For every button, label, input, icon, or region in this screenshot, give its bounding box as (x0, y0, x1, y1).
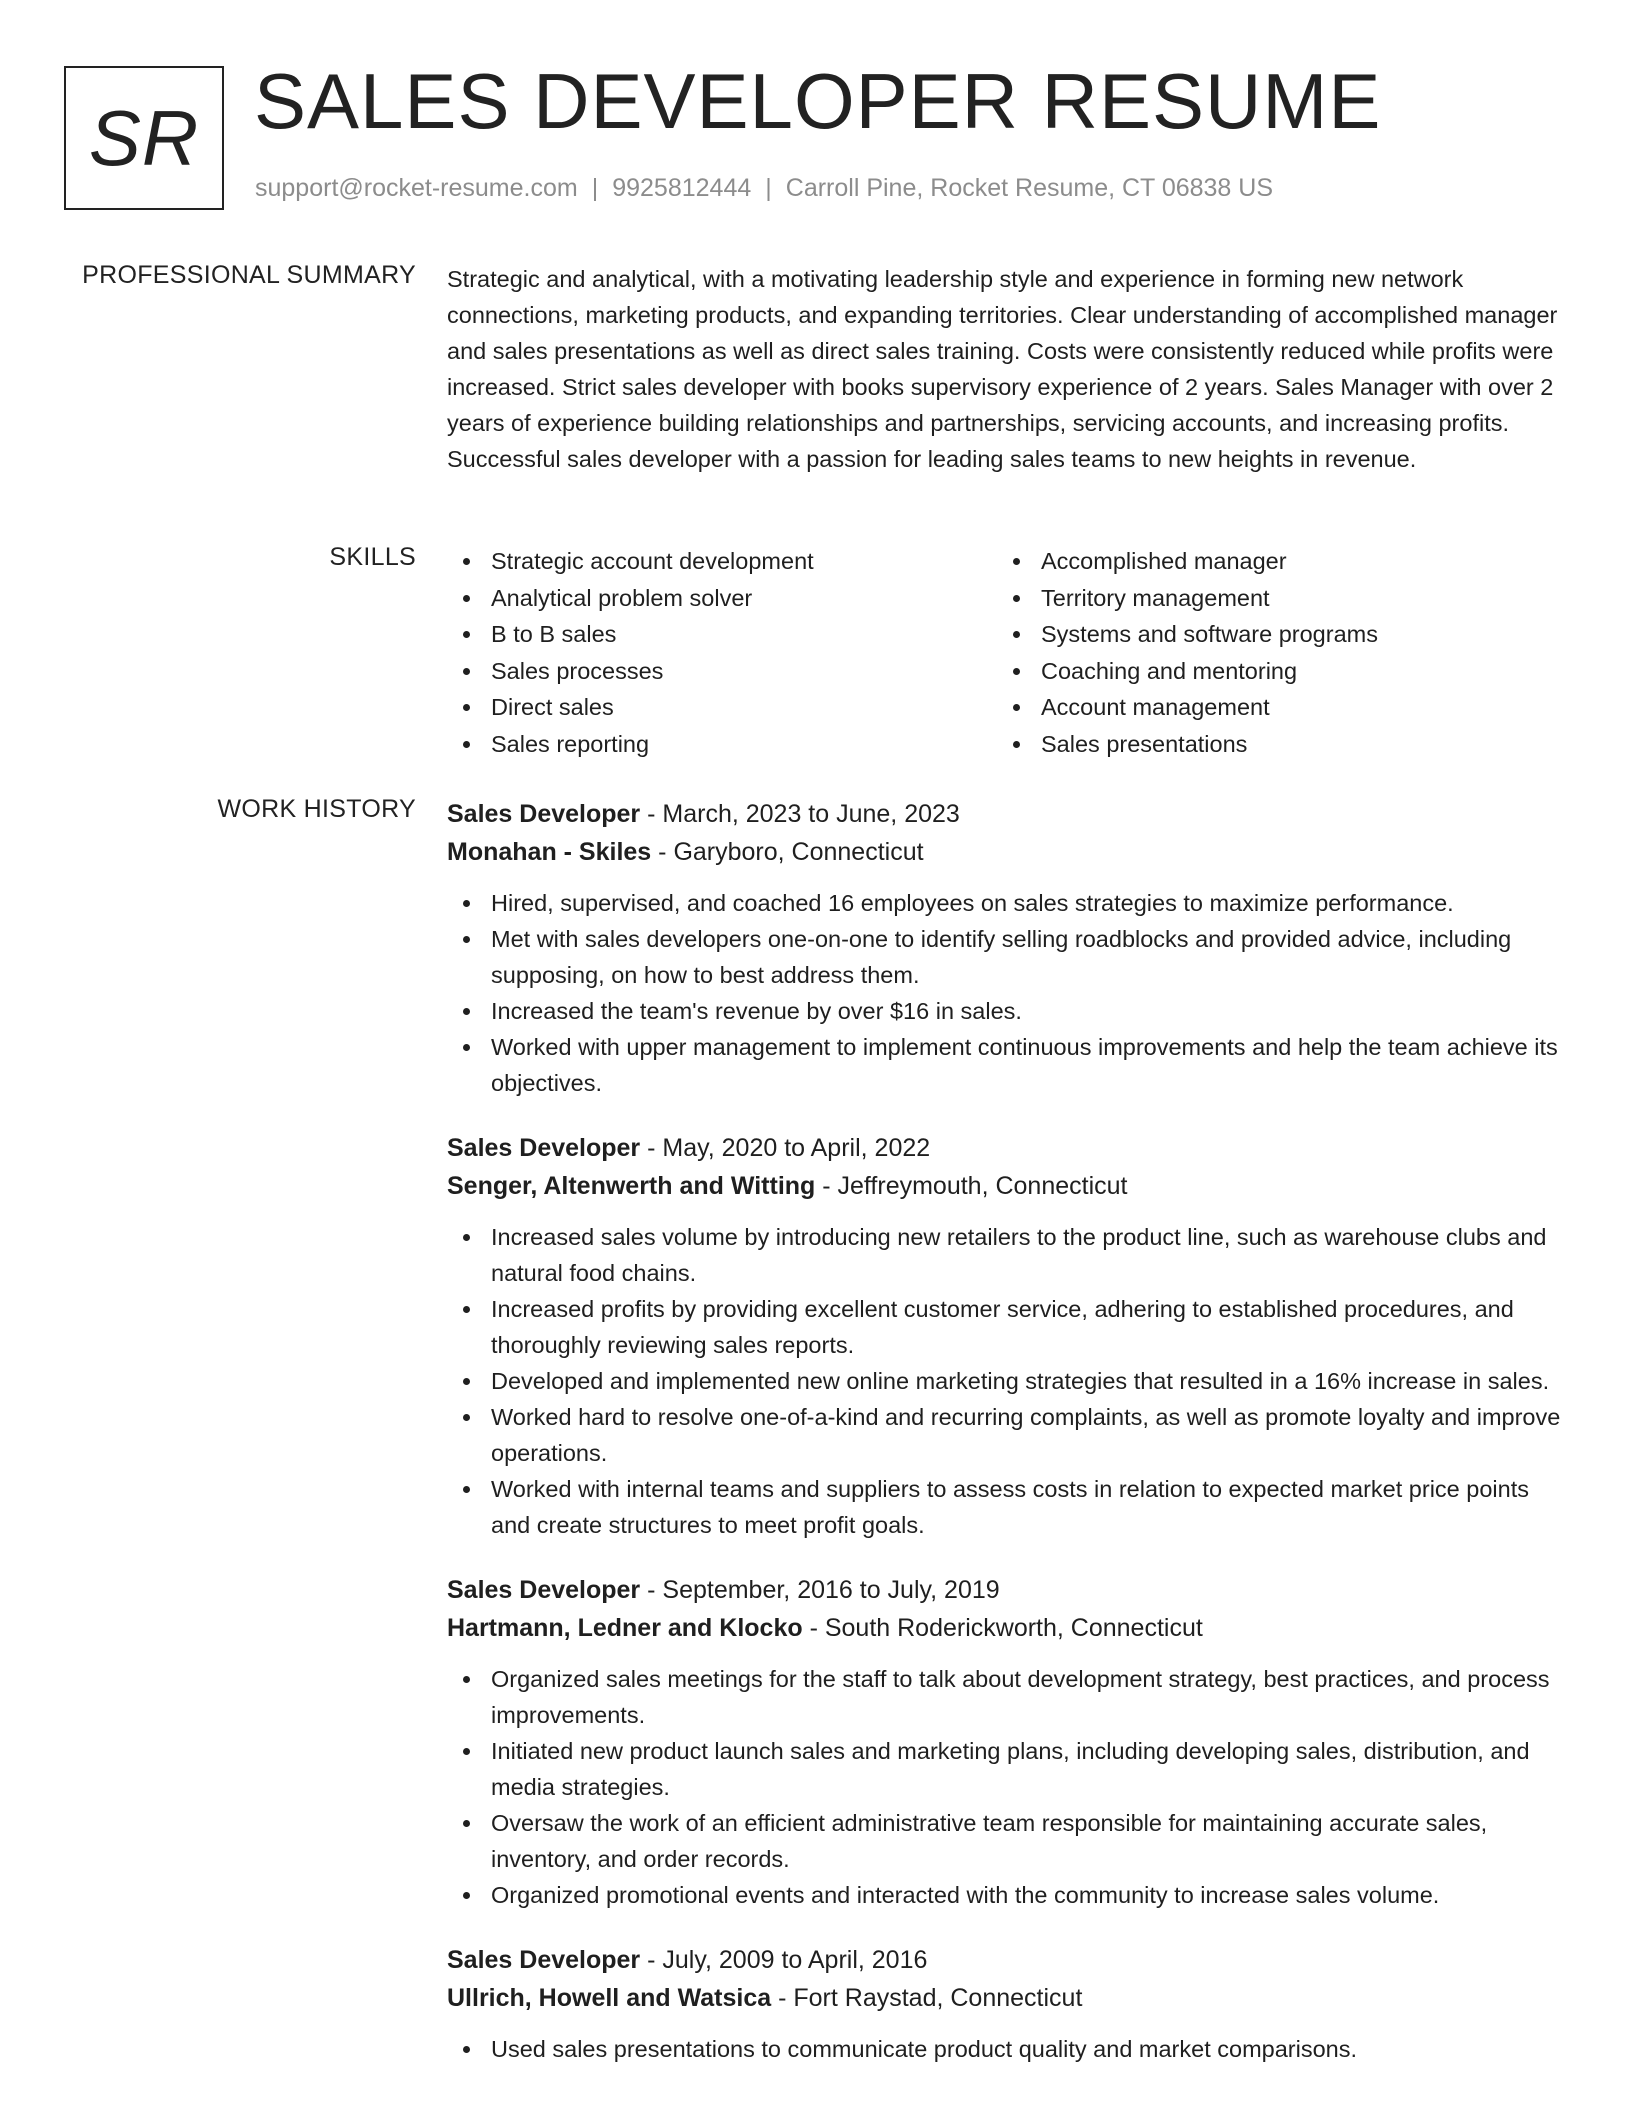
summary-heading: PROFESSIONAL SUMMARY (82, 261, 416, 289)
skills-column-left (447, 543, 997, 762)
job-duty-item: Oversaw the work of an efficient administrative team responsible for maintaining accurate sales, inventory, and order records. (447, 1805, 1567, 1877)
dash-separator: - (802, 1614, 825, 1642)
dash-separator: - (771, 1984, 794, 2012)
skill-item: Accomplished manager (997, 543, 1547, 580)
contact-address: Carroll Pine, Rocket Resume, CT 06838 US (785, 174, 1274, 202)
resume-title: SALES DEVELOPER RESUME (254, 57, 1382, 145)
skills-column-right (997, 543, 1547, 762)
job-duty-item: Worked hard to resolve one-of-a-kind and recurring complaints, as well as promote loyalty and improve operations. (447, 1399, 1567, 1471)
job-dates: March, 2023 to June, 2023 (662, 800, 960, 828)
skill-item: Sales processes (447, 653, 997, 690)
skills-grid (447, 543, 1567, 762)
work-history-body (447, 795, 1567, 2095)
job-title: Sales Developer (447, 1946, 641, 1974)
job-dates: September, 2016 to July, 2019 (662, 1576, 1000, 1604)
job-entry (447, 795, 1567, 1101)
job-duty-item: Developed and implemented new online marketing strategies that resulted in a 16% increase in sales. (447, 1363, 1567, 1399)
job-duties-list (447, 885, 1567, 1101)
job-company-line (447, 1609, 1567, 1647)
job-duty-item: Increased profits by providing excellent customer service, adhering to established procedures, and thoroughly reviewing sales reports. (447, 1291, 1567, 1363)
job-location: Fort Raystad, Connecticut (793, 1984, 1083, 2012)
job-title-line (447, 1571, 1567, 1609)
job-company: Monahan - Skiles (447, 838, 652, 866)
dash-separator: - (651, 838, 674, 866)
job-title-line (447, 795, 1567, 833)
job-duty-item: Organized promotional events and interacted with the community to increase sales volume. (447, 1877, 1567, 1913)
job-duty-item: Initiated new product launch sales and marketing plans, including developing sales, distribution, and media strategies. (447, 1733, 1567, 1805)
job-duties-list (447, 1219, 1567, 1543)
job-title: Sales Developer (447, 800, 641, 828)
monogram-logo: SR (64, 66, 224, 210)
job-duty-item: Worked with internal teams and suppliers to assess costs in relation to expected market price points and create structures to meet profit goals. (447, 1471, 1567, 1543)
job-location: Jeffreymouth, Connecticut (837, 1172, 1128, 1200)
job-company-line (447, 1167, 1567, 1205)
summary-text: Strategic and analytical, with a motivating leadership style and experience in forming new network connections, marketing products, and expanding territories. Clear understanding of accomplished manager and sales presentations as well as direct sales training. Costs were consistently reduced while profits were increased. Strict sales developer with books supervisory experience of 2 years. Sales Manager with over 2 years of experience building relationships and partnerships, servicing accounts, and increasing profits. Successful sales developer with a passion for leading sales teams to new heights in revenue. (447, 266, 1558, 472)
skills-heading: SKILLS (329, 543, 416, 571)
job-title-line (447, 1129, 1567, 1167)
summary-body (447, 261, 1567, 477)
skill-item: Analytical problem solver (447, 580, 997, 617)
contact-email[interactable]: support@rocket-resume.com (255, 174, 578, 202)
job-duty-item: Organized sales meetings for the staff to talk about development strategy, best practices, and process improvements. (447, 1661, 1567, 1733)
job-company-line (447, 1979, 1567, 2017)
skill-item: Direct sales (447, 689, 997, 726)
skill-item: Sales reporting (447, 726, 997, 763)
job-title: Sales Developer (447, 1134, 641, 1162)
contact-phone[interactable]: 9925812444 (612, 174, 752, 202)
dash-separator: - (640, 1134, 663, 1162)
skill-item: Account management (997, 689, 1547, 726)
dash-separator: - (640, 800, 663, 828)
job-entry (447, 1941, 1567, 2067)
job-duty-item: Met with sales developers one-on-one to identify selling roadblocks and provided advice, including supposing, on how to best address them. (447, 921, 1567, 993)
skill-item: Systems and software programs (997, 616, 1547, 653)
job-duty-item: Used sales presentations to communicate product quality and market comparisons. (447, 2031, 1567, 2067)
skills-body (447, 543, 1567, 762)
job-company: Hartmann, Ledner and Klocko (447, 1614, 803, 1642)
job-duties-list (447, 1661, 1567, 1913)
job-duty-item: Increased sales volume by introducing new retailers to the product line, such as warehouse clubs and natural food chains. (447, 1219, 1567, 1291)
job-dates: May, 2020 to April, 2022 (662, 1134, 931, 1162)
job-location: Garyboro, Connecticut (673, 838, 924, 866)
skill-item: Sales presentations (997, 726, 1547, 763)
job-duties-list (447, 2031, 1567, 2067)
skill-item: Strategic account development (447, 543, 997, 580)
work-history-heading: WORK HISTORY (217, 795, 416, 823)
job-company: Ullrich, Howell and Watsica (447, 1984, 772, 2012)
job-entry (447, 1129, 1567, 1543)
skill-item: Coaching and mentoring (997, 653, 1547, 690)
dash-separator: - (640, 1576, 663, 1604)
skill-item: B to B sales (447, 616, 997, 653)
contact-line (255, 174, 1273, 203)
contact-separator: | (591, 174, 599, 202)
job-company: Senger, Altenwerth and Witting (447, 1172, 816, 1200)
job-title-line (447, 1941, 1567, 1979)
job-entry (447, 1571, 1567, 1913)
contact-separator: | (765, 174, 772, 202)
job-dates: July, 2009 to April, 2016 (662, 1946, 928, 1974)
dash-separator: - (640, 1946, 663, 1974)
job-duty-item: Worked with upper management to implement continuous improvements and help the team achieve its objectives. (447, 1029, 1567, 1101)
job-duty-item: Hired, supervised, and coached 16 employees on sales strategies to maximize performance. (447, 885, 1567, 921)
dash-separator: - (815, 1172, 838, 1200)
skill-item: Territory management (997, 580, 1547, 617)
job-duty-item: Increased the team's revenue by over $16 in sales. (447, 993, 1567, 1029)
job-location: South Roderickworth, Connecticut (824, 1614, 1203, 1642)
job-title: Sales Developer (447, 1576, 641, 1604)
job-company-line (447, 833, 1567, 871)
